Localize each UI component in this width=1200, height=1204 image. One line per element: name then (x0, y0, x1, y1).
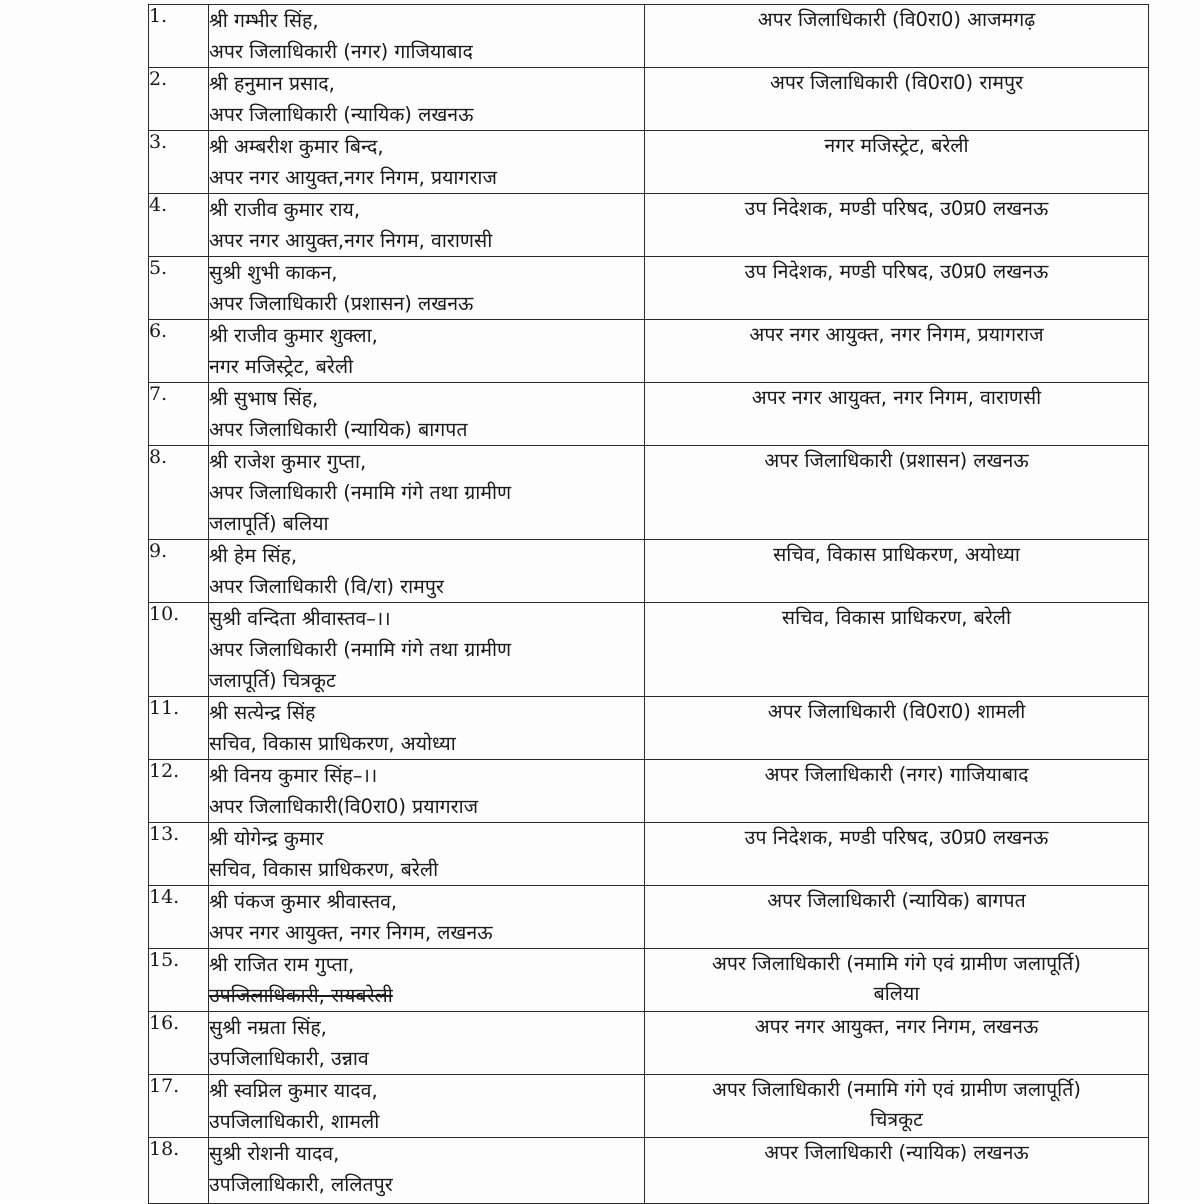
officer-cell (209, 886, 645, 949)
table-row (149, 1075, 1149, 1138)
new-post (645, 949, 1149, 1012)
current-post: नगर मजिस्ट्रेट, बरेली (209, 355, 354, 378)
officer-name: श्री पंकज कुमार श्रीवास्तव, (209, 890, 398, 913)
officer-cell (209, 5, 645, 68)
new-post (645, 540, 1149, 603)
officer-name: श्री गम्भीर सिंह, (209, 9, 319, 32)
officer-cell (209, 131, 645, 194)
serial-number: 17. (149, 1075, 209, 1138)
new-post-text: अपर जिलाधिकारी (न्यायिक) बागपत (767, 889, 1026, 912)
officer-name: श्री सुभाष सिंह, (209, 387, 319, 410)
serial-number: 10. (149, 603, 209, 697)
table-row (149, 949, 1149, 1012)
new-post (645, 1012, 1149, 1075)
officer-cell (209, 320, 645, 383)
new-post (645, 68, 1149, 131)
current-post: अपर नगर आयुक्त,नगर निगम, प्रयागराज (209, 166, 497, 189)
table-row (149, 1138, 1149, 1204)
serial-number: 14. (149, 886, 209, 949)
serial-number: 1. (149, 5, 209, 68)
officer-cell (209, 823, 645, 886)
table-row (149, 886, 1149, 949)
new-post-text: अपर जिलाधिकारी (वि0रा0) शामली (767, 700, 1026, 723)
officer-name: श्री सत्येन्द्र सिंह (209, 701, 316, 724)
current-post-continued: जलापूर्ति) चित्रकूट (209, 669, 336, 692)
officer-name: श्री राजीव कुमार शुक्ला, (209, 324, 378, 347)
officer-name: श्री स्वप्निल कुमार यादव, (209, 1079, 378, 1102)
new-post (645, 257, 1149, 320)
table-row (149, 5, 1149, 68)
transfer-table (148, 4, 1149, 1204)
new-post-text: नगर मजिस्ट्रेट, बरेली (824, 134, 969, 157)
current-post: अपर जिलाधिकारी (प्रशासन) लखनऊ (209, 292, 474, 315)
new-post (645, 1075, 1149, 1138)
current-post: अपर जिलाधिकारी (नमामि गंगे तथा ग्रामीण (209, 481, 512, 504)
new-post-text-continued: चित्रकूट (869, 1108, 923, 1131)
table-row (149, 446, 1149, 540)
serial-number: 16. (149, 1012, 209, 1075)
new-post (645, 697, 1149, 760)
new-post (645, 5, 1149, 68)
serial-number: 8. (149, 446, 209, 540)
serial-number: 18. (149, 1138, 209, 1204)
new-post-text: अपर नगर आयुक्त, नगर निगम, लखनऊ (754, 1015, 1039, 1038)
new-post-text: अपर जिलाधिकारी (वि0रा0) रामपुर (769, 71, 1024, 94)
officer-cell (209, 383, 645, 446)
new-post-text: अपर जिलाधिकारी (वि0रा0) आजमगढ़ (757, 8, 1036, 31)
new-post (645, 383, 1149, 446)
current-post-continued: जलापूर्ति) बलिया (209, 512, 329, 535)
current-post: सचिव, विकास प्राधिकरण, अयोध्या (209, 732, 456, 755)
new-post-text: सचिव, विकास प्राधिकरण, अयोध्या (773, 543, 1020, 566)
serial-number: 12. (149, 760, 209, 823)
table-row (149, 131, 1149, 194)
serial-number: 11. (149, 697, 209, 760)
table-row (149, 383, 1149, 446)
table-row (149, 823, 1149, 886)
current-post: उपजिलाधिकारी, उन्नाव (209, 1047, 369, 1070)
table-row (149, 320, 1149, 383)
officer-cell (209, 697, 645, 760)
current-post: अपर जिलाधिकारी (न्यायिक) बागपत (209, 418, 468, 441)
new-post-text: अपर जिलाधिकारी (नगर) गाजियाबाद (764, 763, 1029, 786)
current-post: अपर जिलाधिकारी (नगर) गाजियाबाद (209, 40, 473, 63)
officer-name: सुश्री वन्दिता श्रीवास्तव–।। (209, 607, 391, 630)
new-post (645, 446, 1149, 540)
current-post: उपजिलाधिकारी, ललितपुर (209, 1173, 393, 1196)
current-post: अपर नगर आयुक्त, नगर निगम, लखनऊ (209, 921, 493, 944)
current-post: सचिव, विकास प्राधिकरण, बरेली (209, 858, 439, 881)
serial-number: 9. (149, 540, 209, 603)
officer-cell (209, 257, 645, 320)
officer-cell (209, 760, 645, 823)
officer-cell (209, 68, 645, 131)
table-row (149, 697, 1149, 760)
officer-name: श्री हेम सिंह, (209, 544, 298, 567)
officer-name: सुश्री रोशनी यादव, (209, 1142, 340, 1165)
officer-name: श्री योगेन्द्र कुमार (209, 827, 324, 850)
serial-number: 6. (149, 320, 209, 383)
serial-number: 2. (149, 68, 209, 131)
serial-number: 13. (149, 823, 209, 886)
officer-name: सुश्री शुभी काकन, (209, 261, 338, 284)
officer-cell (209, 1075, 645, 1138)
new-post-text: उप निदेशक, मण्डी परिषद, उ0प्र0 लखनऊ (744, 197, 1049, 220)
officer-cell (209, 949, 645, 1012)
serial-number: 3. (149, 131, 209, 194)
table-row (149, 540, 1149, 603)
new-post-text: अपर नगर आयुक्त, नगर निगम, प्रयागराज (749, 323, 1044, 346)
serial-number: 5. (149, 257, 209, 320)
new-post-text: उप निदेशक, मण्डी परिषद, उ0प्र0 लखनऊ (744, 260, 1049, 283)
officer-cell (209, 194, 645, 257)
table-row (149, 760, 1149, 823)
officer-name: श्री हनुमान प्रसाद, (209, 72, 335, 95)
current-post: अपर जिलाधिकारी (वि/रा) रामपुर (209, 575, 444, 598)
officer-cell (209, 446, 645, 540)
officer-name: श्री राजित राम गुप्ता, (209, 953, 355, 976)
new-post-text: अपर जिलाधिकारी (न्यायिक) लखनऊ (764, 1141, 1029, 1164)
officer-name: श्री राजीव कुमार राय, (209, 198, 361, 221)
new-post-text: उप निदेशक, मण्डी परिषद, उ0प्र0 लखनऊ (744, 826, 1049, 849)
serial-number: 7. (149, 383, 209, 446)
officer-name: सुश्री नम्रता सिंह, (209, 1016, 327, 1039)
table-row (149, 194, 1149, 257)
new-post (645, 823, 1149, 886)
new-post (645, 131, 1149, 194)
new-post-text: अपर जिलाधिकारी (प्रशासन) लखनऊ (764, 449, 1029, 472)
table-row (149, 603, 1149, 697)
serial-number: 4. (149, 194, 209, 257)
new-post (645, 1138, 1149, 1204)
new-post-text: अपर नगर आयुक्त, नगर निगम, वाराणसी (751, 386, 1042, 409)
serial-number: 15. (149, 949, 209, 1012)
new-post (645, 194, 1149, 257)
transfer-list (148, 4, 1148, 1204)
officer-cell (209, 1012, 645, 1075)
current-post: अपर नगर आयुक्त,नगर निगम, वाराणसी (209, 229, 493, 252)
new-post-text-continued: बलिया (873, 982, 920, 1005)
table-row (149, 1012, 1149, 1075)
table-row (149, 68, 1149, 131)
current-post: अपर जिलाधिकारी (नमामि गंगे तथा ग्रामीण (209, 638, 512, 661)
current-post: उपजिलाधिकारी, शामली (209, 1110, 380, 1133)
current-post: अपर जिलाधिकारी(वि0रा0) प्रयागराज (209, 795, 479, 818)
officer-name: श्री राजेश कुमार गुप्ता, (209, 450, 367, 473)
current-post: उपजिलाधिकारी, रायबरेली (209, 984, 393, 1007)
new-post (645, 603, 1149, 697)
current-post: अपर जिलाधिकारी (न्यायिक) लखनऊ (209, 103, 474, 126)
new-post-text: अपर जिलाधिकारी (नमामि गंगे एवं ग्रामीण जलापूर्ति) (712, 1078, 1081, 1101)
new-post-text: सचिव, विकास प्राधिकरण, बरेली (781, 606, 1012, 629)
new-post (645, 886, 1149, 949)
officer-name: श्री विनय कुमार सिंह–।। (209, 764, 378, 787)
officer-cell (209, 603, 645, 697)
officer-name: श्री अम्बरीश कुमार बिन्द, (209, 135, 384, 158)
table-row (149, 257, 1149, 320)
new-post-text: अपर जिलाधिकारी (नमामि गंगे एवं ग्रामीण जलापूर्ति) (712, 952, 1081, 975)
new-post (645, 320, 1149, 383)
officer-cell (209, 540, 645, 603)
officer-cell (209, 1138, 645, 1204)
new-post (645, 760, 1149, 823)
